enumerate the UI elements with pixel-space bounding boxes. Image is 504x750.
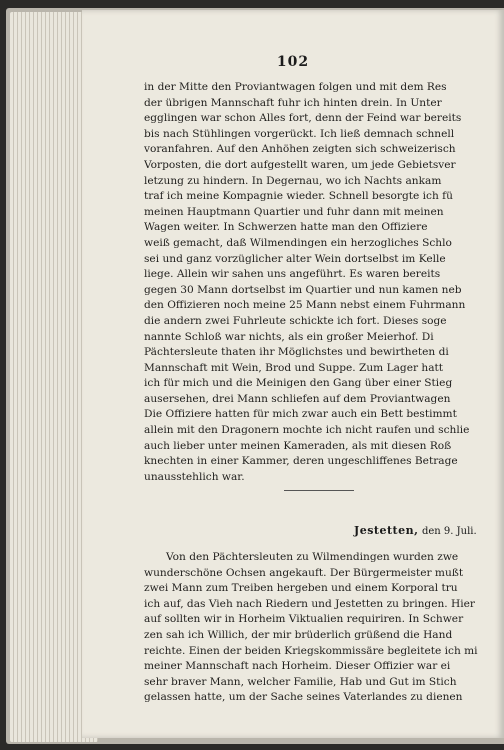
text-line: der übrigen Mannschaft fuhr ich hinten drein. In Unter bbox=[144, 96, 442, 109]
paragraph-1 bbox=[144, 80, 504, 485]
section-heading bbox=[354, 524, 477, 537]
text-line: Mannschaft mit Wein, Brod und Suppe. Zum Lager hatt bbox=[144, 361, 444, 374]
text-line: den Offizieren noch meine 25 Mann nebst einem Fuhrmann bbox=[144, 299, 466, 312]
text-line: Pächtersleute thaten ihr Möglichstes und bewirtheten di bbox=[144, 346, 449, 359]
text-line: zwei Mann zum Treiben hergeben und einem Korporal tru bbox=[144, 582, 458, 595]
text-line: unausstehlich war. bbox=[144, 470, 245, 483]
text-line: traf ich meine Kompagnie wieder. Schnell besorgte ich fü bbox=[144, 190, 453, 203]
text-line: weiß gemacht, daß Wilmendingen ein herzogliches Schlo bbox=[144, 236, 452, 249]
text-line: Die Offiziere hatten für mich zwar auch ein Bett bestimmt bbox=[144, 408, 457, 421]
text-line: bis nach Stühlingen vorgerückt. Ich ließ demnach schnell bbox=[144, 127, 455, 140]
text-line: gelassen hatte, um der Sache seines Vaterlandes zu dienen bbox=[144, 691, 463, 704]
text-line: ausersehen, drei Mann schliefen auf dem Proviantwagen bbox=[144, 392, 451, 405]
text-line: meiner Mannschaft nach Horheim. Dieser Offizier war ei bbox=[144, 660, 451, 673]
heading-place: Jestetten, bbox=[354, 524, 419, 537]
text-line: ich auf, das Vieh nach Riedern und Jestetten zu bringen. Hier bbox=[144, 597, 475, 610]
text-line: Von den Pächtersleuten zu Wilmendingen wurden zwe bbox=[166, 551, 459, 563]
text-line: gegen 30 Mann dortselbst im Quartier und nun kamen neb bbox=[144, 283, 462, 296]
text-line: meinen Hauptmann Quartier und fuhr dann mit meinen bbox=[144, 205, 444, 218]
text-line: in der Mitte den Proviantwagen folgen und mit dem Res bbox=[144, 81, 447, 93]
text-line: Vorposten, die dort aufgestellt waren, um jede Gebietsver bbox=[144, 158, 456, 171]
text-line: wunderschöne Ochsen angekauft. Der Bürgermeister mußt bbox=[144, 566, 464, 579]
text-line: ich für mich und die Meinigen den Gang über einer Stieg bbox=[144, 377, 453, 390]
section-divider bbox=[284, 490, 354, 491]
text-line: zen sah ich Willich, der mir brüderlich grüßend die Hand bbox=[144, 628, 453, 641]
paragraph-2 bbox=[144, 550, 504, 706]
text-line: allein mit den Dragonern mochte ich nicht raufen und schlie bbox=[144, 424, 470, 437]
book-page bbox=[82, 10, 504, 738]
text-line: reichte. Einen der beiden Kriegskommissäre begleitete ich mi bbox=[144, 644, 478, 657]
text-line: auch lieber unter meinen Kameraden, als mit diesen Roß bbox=[144, 439, 452, 452]
text-line: egglingen war schon Alles fort, denn der Feind war bereits bbox=[144, 112, 462, 125]
text-line: die andern zwei Fuhrleute schickte ich fort. Dieses soge bbox=[144, 314, 447, 327]
text-line: letzung zu hindern. In Degernau, wo ich Nachts ankam bbox=[144, 174, 442, 187]
text-line: sei und ganz vorzüglicher alter Wein dortselbst im Kelle bbox=[144, 252, 446, 265]
text-line: knechten in einer Kammer, deren ungeschliffenes Betrage bbox=[144, 455, 458, 468]
heading-date: den 9. Juli. bbox=[421, 526, 477, 537]
text-line: sehr braver Mann, welcher Familie, Hab und Gut im Stich bbox=[144, 675, 457, 688]
text-line: auf sollten wir in Horheim Viktualien requiriren. In Schwer bbox=[144, 613, 464, 626]
page-number: 102 bbox=[276, 54, 310, 70]
text-line: nannte Schloß war nichts, als ein großer Meierhof. Di bbox=[144, 330, 434, 343]
text-line: liege. Allein wir sahen uns angeführt. Es waren bereits bbox=[144, 268, 441, 281]
text-line: Wagen weiter. In Schwerzen hatte man den Offiziere bbox=[144, 221, 428, 234]
text-line: voranfahren. Auf den Anhöhen zeigten sich schweizerisch bbox=[144, 143, 456, 156]
